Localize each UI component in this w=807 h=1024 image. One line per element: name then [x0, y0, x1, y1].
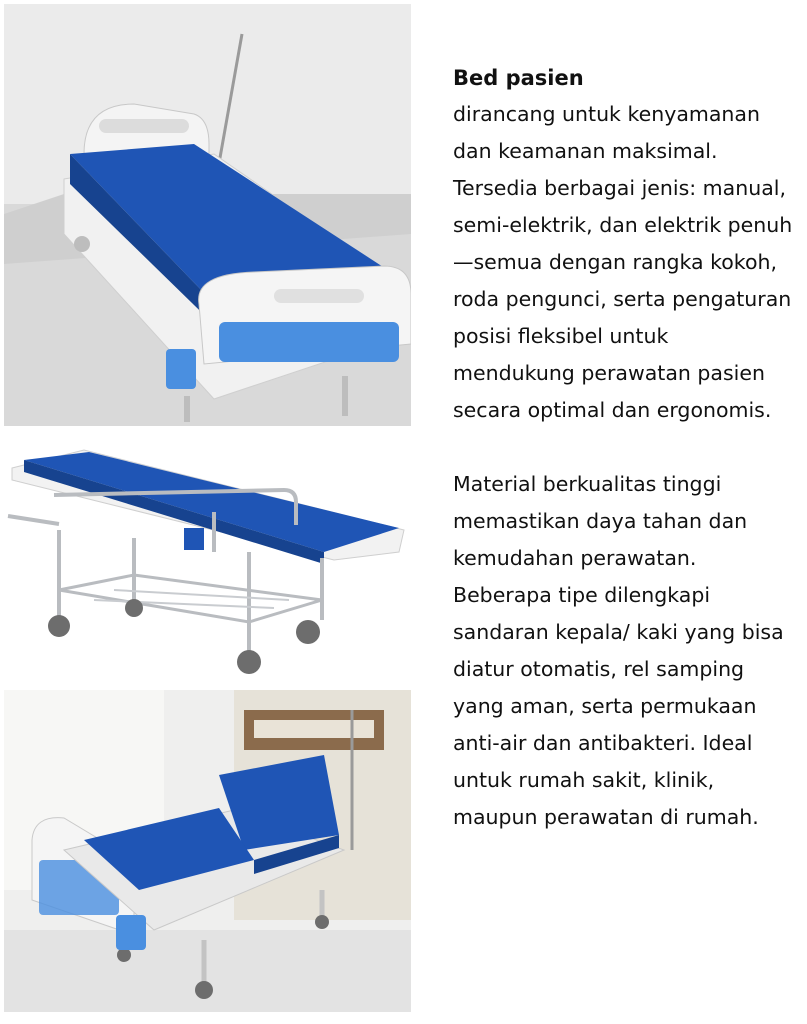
product-title: Bed pasien	[453, 66, 584, 90]
stretcher-photo	[4, 440, 411, 680]
adjustable-bed-photo	[4, 690, 411, 1012]
description-paragraph-2: Material berkualitas tinggi memastikan daya tahan dan kemudahan perawatan. Beberapa tipe dilengkapi sandaran kepala/ kaki yang bisa diatur otomatis, rel samping yang aman, serta permukaan anti-air dan antibakteri. Ideal untuk rumah sakit, klinik, maupun perawatan di rumah.	[453, 472, 784, 829]
description-paragraph-1: dirancang untuk kenyamanan dan keamanan maksimal. Tersedia berbagai jenis: manual, semi-elektrik, dan elektrik penuh—semua dengan rangka kokoh, roda pengunci, serta pengaturan posisi fleksibel untuk mendukung perawatan pasien secara optimal dan ergonomis.	[453, 102, 793, 422]
hospital-bed-photo	[4, 4, 411, 426]
description-text	[453, 60, 793, 836]
